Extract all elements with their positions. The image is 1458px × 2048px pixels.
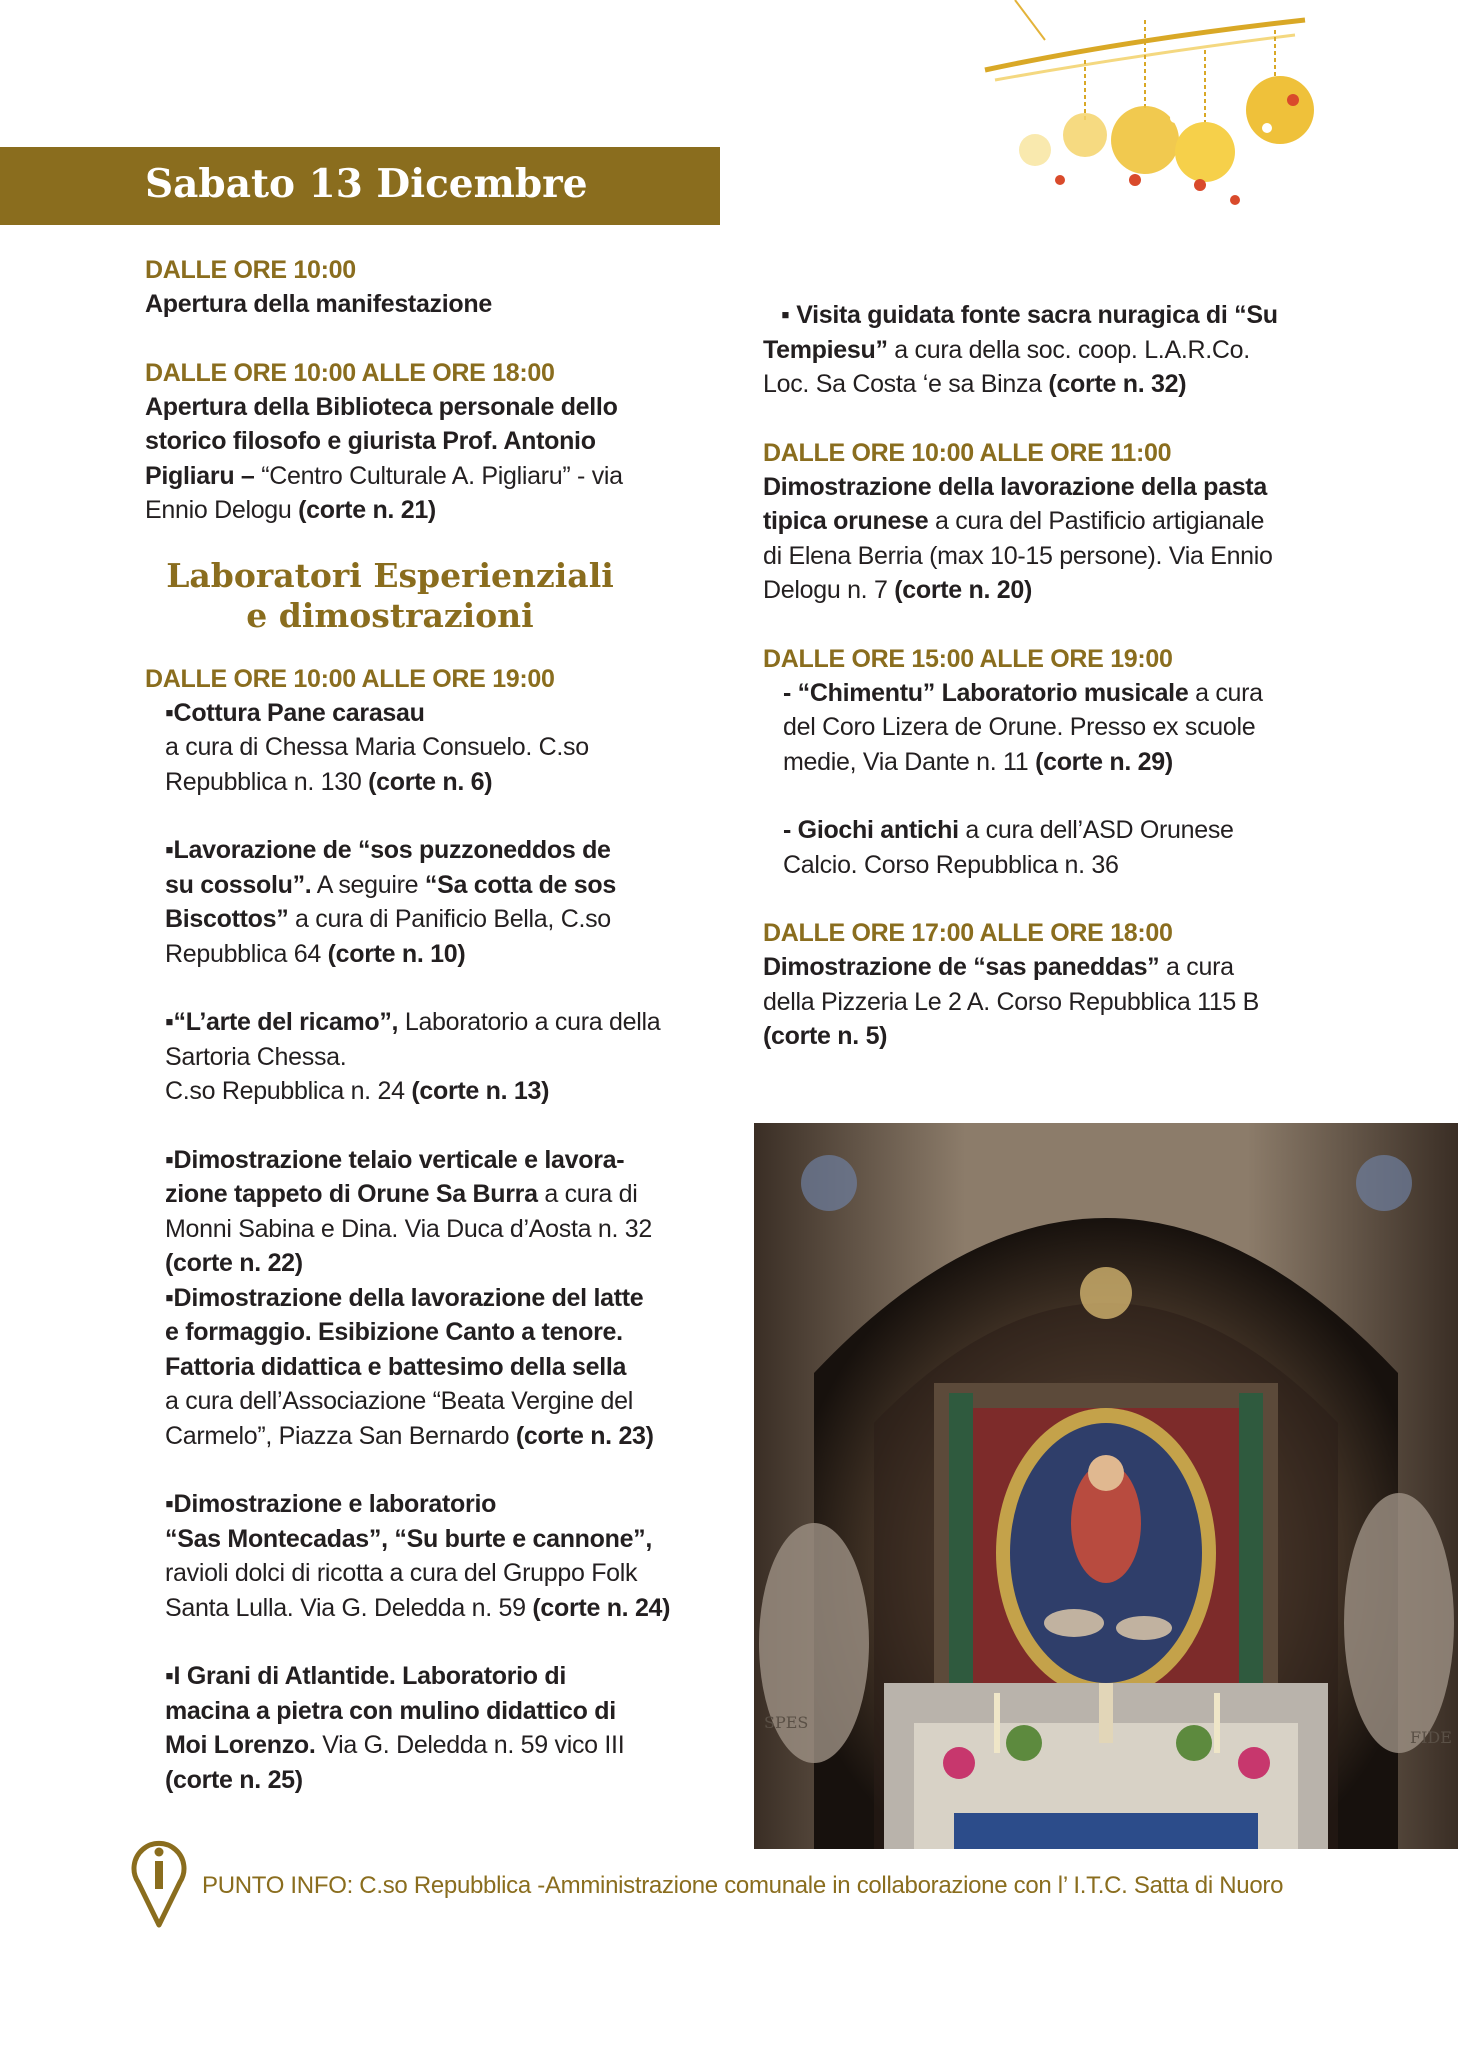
corte-number: (corte n. 6) [368,767,493,796]
statue-label-left: SPES [764,1713,809,1732]
event-line: Ennio Delogu [145,496,299,524]
info-pin-icon [130,1830,188,1928]
item-line: Repubblica n. 130 [165,767,369,796]
item-title: “Sa cotta de sos [424,870,616,899]
event-line: Apertura della Biblioteca personale dello [145,392,618,421]
church-altar-illustration [754,1123,1458,1849]
item-title: ▪Dimostrazione telaio verticale e lavora- [165,1145,625,1174]
item-line: Via G. Deledda n. 59 vico III [315,1731,625,1759]
corte-number: (corte n. 24) [532,1593,671,1622]
list-item [145,696,705,800]
item-line: a cura [1188,678,1263,707]
corte-number: (corte n. 25) [165,1765,303,1794]
event-block [763,642,1323,883]
statue-label-right: FIDE [1410,1728,1452,1747]
corte-number: (corte n. 32) [1048,370,1187,398]
event-block [145,662,705,1798]
event-block [763,436,1323,608]
corte-number: (corte n. 20) [894,576,1033,604]
item-line: di Elena Berria (max 10-15 persone). Via Ennio [763,541,1273,570]
list-item [145,1659,705,1797]
left-column [145,253,705,1797]
item-title: Dimostrazione della lavorazione della pasta [763,472,1267,501]
item-line: Monni Sabina e Dina. Via Duca d’Aosta n. 32 [165,1214,652,1243]
item-line: C.so Repubblica n. 24 [165,1077,412,1105]
right-column [763,298,1323,1054]
item-line: Santa Lulla. Via G. Deledda n. 59 [165,1593,533,1622]
corte-number: (corte n. 23) [515,1421,654,1450]
list-item [145,1281,705,1454]
list-item [763,813,1323,882]
event-time: DALLE ORE 10:00 ALLE ORE 19:00 [145,664,555,693]
event-title: Apertura della manifestazione [145,290,492,318]
item-line: del Coro Lizera de Orune. Presso ex scuole [783,713,1256,741]
item-line: Laboratorio a cura della [398,1008,661,1036]
item-title: ▪Dimostrazione della lavorazione del latte [165,1283,644,1312]
item-title: “Sas Montecadas”, “Su burte e cannone”, [165,1524,653,1553]
item-line: Carmelo”, Piazza San Bernardo [165,1421,516,1450]
item-title: tipica orunese [763,507,929,535]
item-line: Delogu n. 7 [763,576,895,604]
event-block [145,253,705,322]
corte-number: (corte n. 22) [165,1249,303,1277]
item-title: zione tappeto di Orune Sa Burra [165,1180,538,1208]
section-heading [145,556,705,636]
item-title: Dimostrazione de “sas paneddas” [763,953,1160,981]
item-title: - “Chimentu” Laboratorio musicale [783,678,1189,707]
item-line: ravioli dolci di ricotta a cura del Gruppo Folk [165,1559,638,1587]
item-title: ▪I Grani di Atlantide. Laboratorio di [165,1662,567,1690]
corte-number: (corte n. 29) [1035,747,1173,776]
item-line: a cura [1159,953,1234,981]
item-title: Fattoria didattica e battesimo della sella [165,1352,627,1381]
info-text: PUNTO INFO: C.so Repubblica -Amministrazione comunale in collaborazione con l’ I.T.C. Satta di Nuoro [202,1872,1284,1899]
list-item [145,1005,705,1109]
header-bar [0,147,720,225]
event-time: DALLE ORE 10:00 ALLE ORE 18:00 [145,358,555,387]
item-line: a cura di [537,1180,638,1208]
item-title: Biscottos” [165,905,289,933]
item-line: Repubblica 64 [165,939,328,968]
item-title: ▪Lavorazione de “sos puzzoneddos de [165,836,611,864]
event-time: DALLE ORE 10:00 ALLE ORE 11:00 [763,438,1172,467]
item-title: ▪“L’arte del ricamo”, [165,1008,399,1036]
item-line: a cura del Pastificio artigianale [928,507,1265,535]
corte-number: (corte n. 13) [411,1077,550,1105]
event-line: Pigliaru – [145,461,255,490]
list-item [763,676,1323,780]
item-title: ▪Cottura Pane carasau [165,698,425,727]
item-title: ▪ Visita guidata fonte sacra nuragica di “Su [781,301,1278,329]
item-line: Calcio. Corso Repubblica n. 36 [783,850,1119,879]
event-time: DALLE ORE 15:00 ALLE ORE 19:00 [763,644,1173,673]
corte-number: (corte n. 10) [327,939,466,968]
item-title: Tempiesu” [763,335,888,364]
event-block [763,298,1323,402]
page-title: Sabato 13 Dicembre [145,161,588,207]
church-altar-photo [754,1123,1458,1849]
item-line: Loc. Sa Costa ‘e sa Binza [763,370,1049,398]
item-line: a cura di Chessa Maria Consuelo. C.so [165,733,589,761]
item-line: a cura di Panificio Bella, C.so [288,905,611,933]
item-title: e formaggio. Esibizione Canto a tenore. [165,1318,623,1346]
event-time: DALLE ORE 10:00 [145,256,356,284]
event-block [763,916,1323,1054]
item-line: Sartoria Chessa. [165,1042,347,1071]
list-item [145,1487,705,1625]
event-line: storico filosofo e giurista Prof. Antonio [145,427,596,455]
event-time: DALLE ORE 17:00 ALLE ORE 18:00 [763,919,1173,947]
christmas-ornaments-decoration [975,0,1335,240]
item-line: medie, Via Dante n. 11 [783,747,1036,776]
corte-number: (corte n. 5) [763,1022,888,1050]
item-line: A seguire [311,870,425,899]
item-title: - Giochi antichi [783,816,959,844]
item-title: ▪Dimostrazione e laboratorio [165,1490,497,1518]
item-title: macina a pietra con mulino didattico di [165,1696,616,1725]
item-line: a cura della soc. coop. L.A.R.Co. [887,335,1250,364]
event-block [145,356,705,528]
item-line: della Pizzeria Le 2 A. Corso Repubblica 115 B [763,987,1260,1016]
corte-number: (corte n. 21) [298,496,436,524]
section-heading-line: e dimostrazioni [246,595,534,635]
list-item [145,833,705,971]
event-line: “Centro Culturale A. Pigliaru” - via [254,461,623,490]
item-line: a cura dell’Associazione “Beata Vergine del [165,1387,633,1415]
section-heading-line: Laboratori Esperienziali [166,555,614,595]
item-title: su cossolu”. [165,870,312,899]
list-item [145,1143,705,1281]
item-line: a cura dell’ASD Orunese [958,816,1234,844]
item-title: Moi Lorenzo. [165,1731,316,1759]
